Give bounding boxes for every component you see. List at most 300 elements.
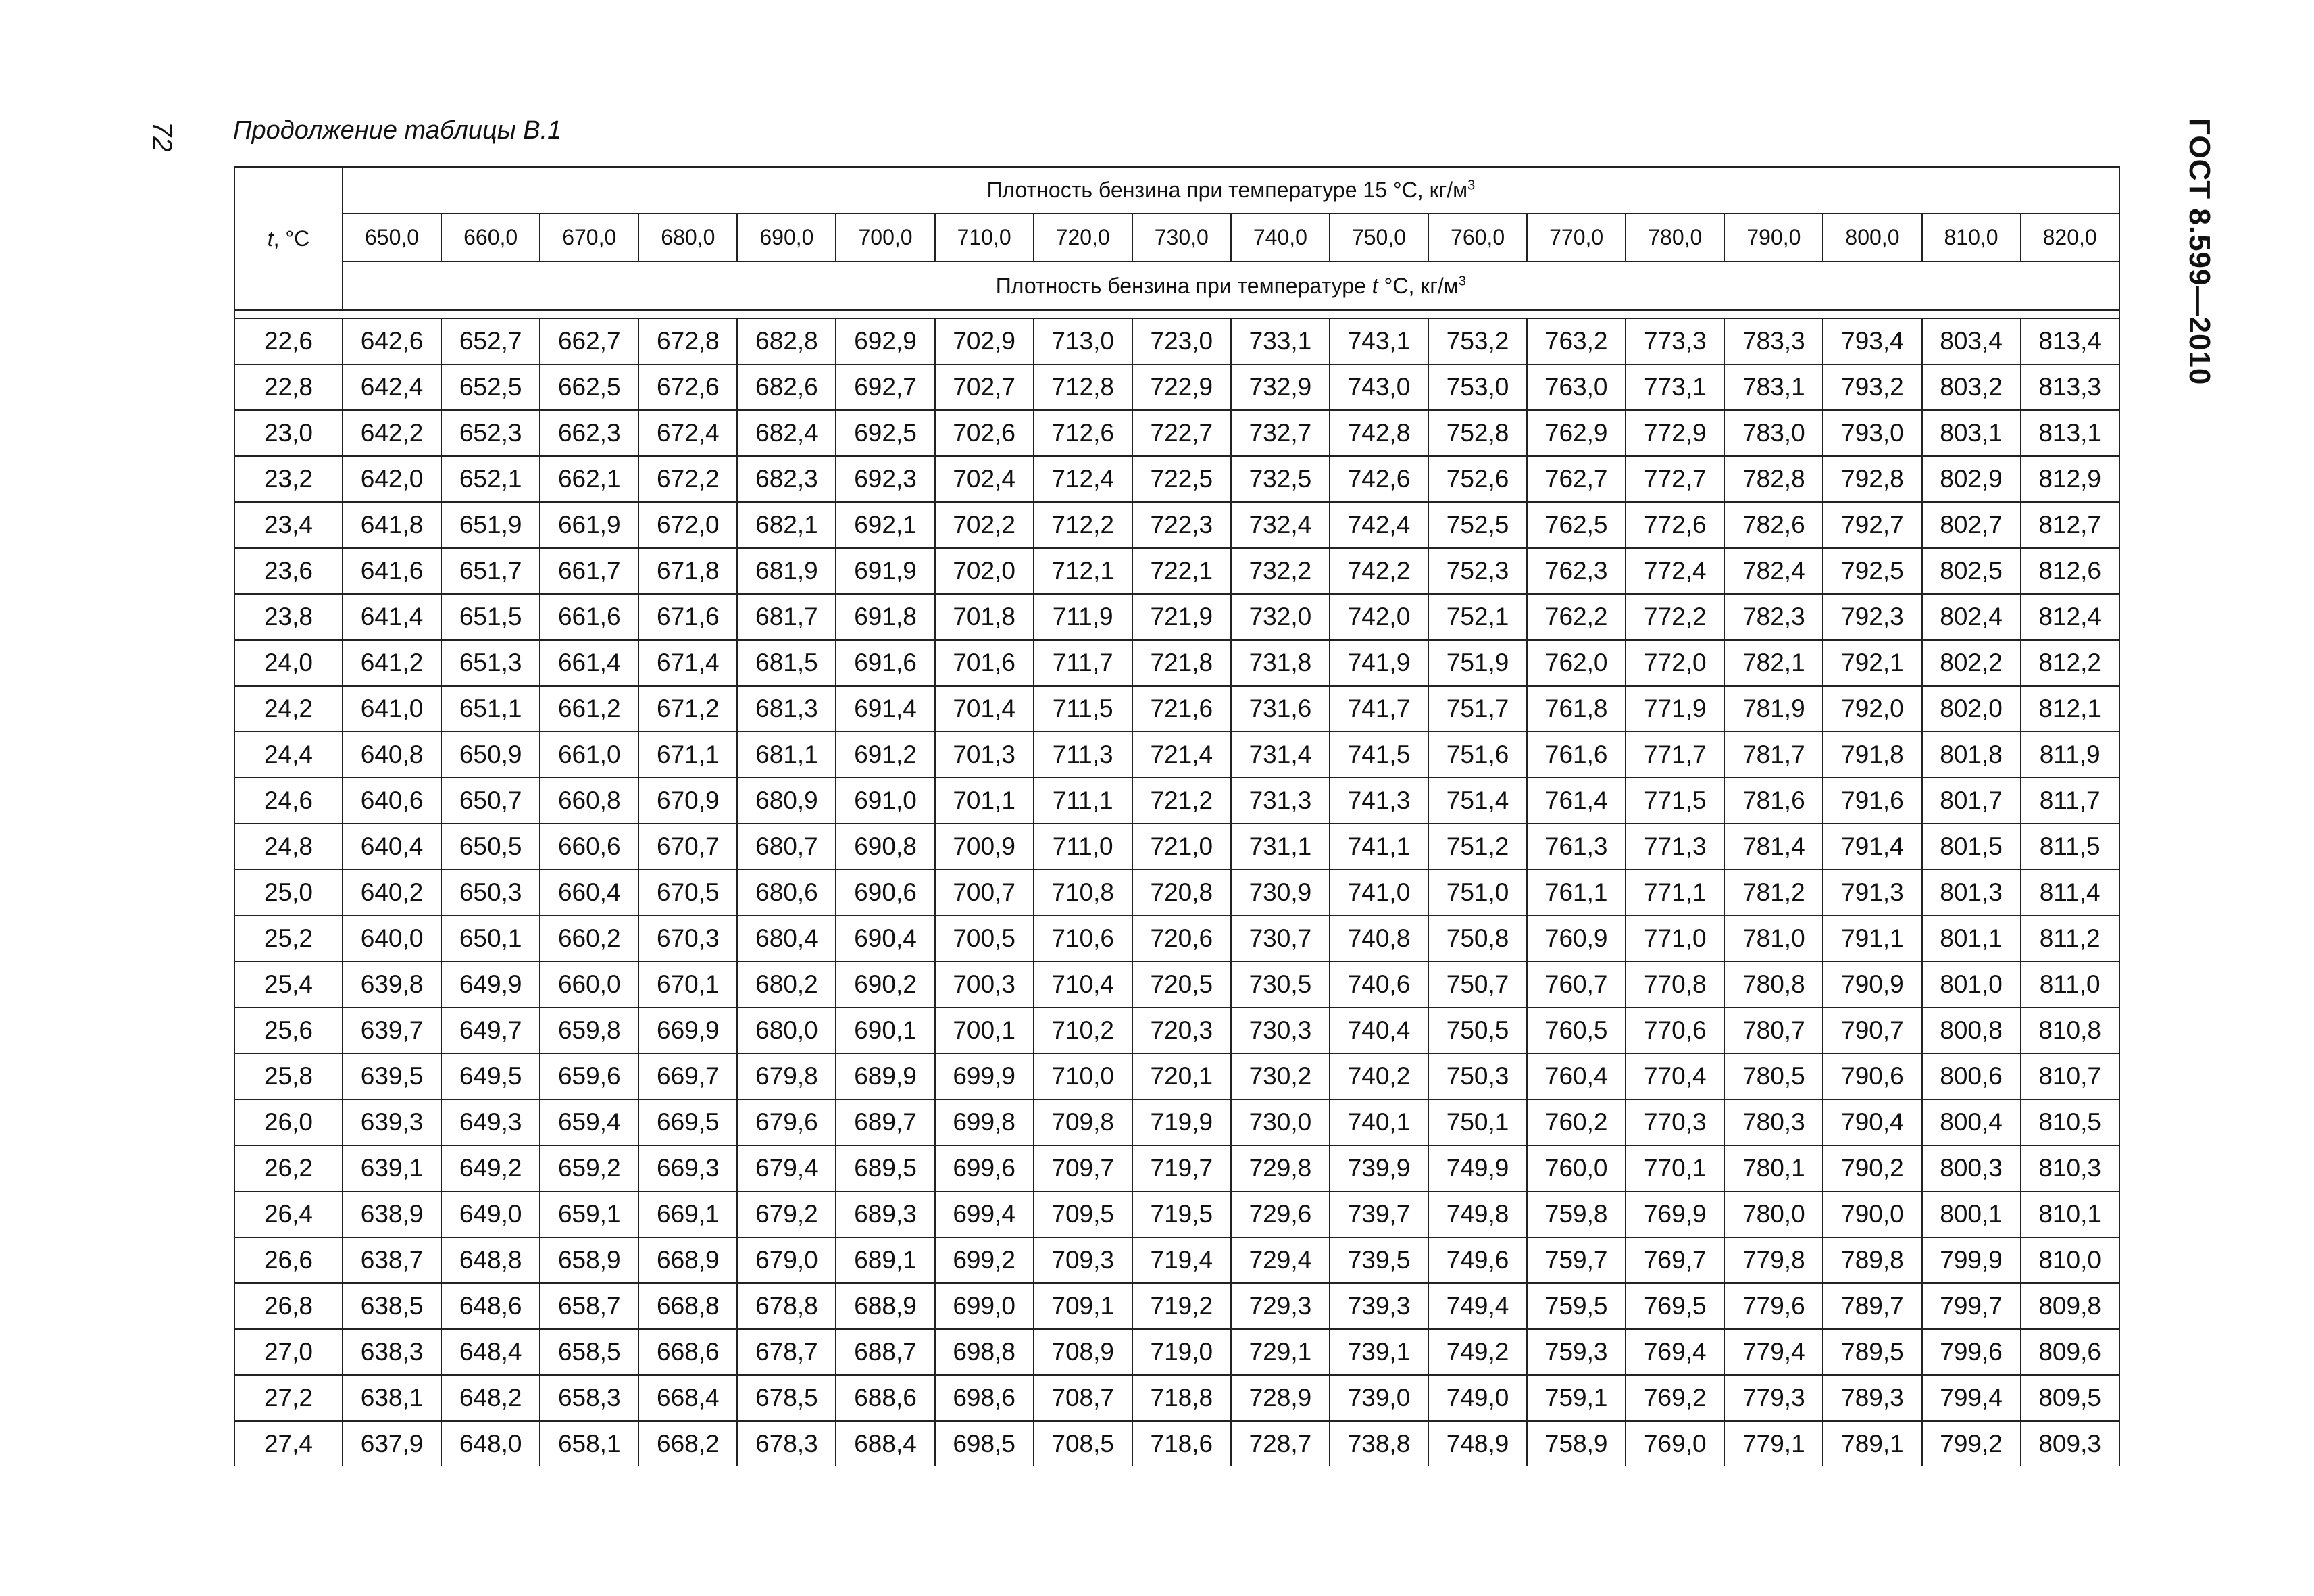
density-column-header: 750,0 <box>1330 214 1428 261</box>
density-cell: 782,4 <box>1724 548 1823 594</box>
density-cell: 680,0 <box>737 1007 836 1053</box>
density-column-header: 730,0 <box>1132 214 1231 261</box>
density-cell: 670,7 <box>638 824 737 870</box>
density-cell: 812,2 <box>2021 640 2119 686</box>
density-column-header: 790,0 <box>1724 214 1823 261</box>
density-cell: 760,0 <box>1527 1145 1626 1191</box>
density-column-header: 770,0 <box>1527 214 1626 261</box>
density-cell: 780,5 <box>1724 1053 1823 1099</box>
density-cell: 781,0 <box>1724 916 1823 962</box>
density-cell: 772,7 <box>1626 456 1724 502</box>
temperature-cell: 23,4 <box>234 502 343 548</box>
density-cell: 638,7 <box>343 1237 441 1283</box>
density-cell: 741,9 <box>1330 640 1428 686</box>
density-cell: 638,1 <box>343 1375 441 1421</box>
density-cell: 659,6 <box>540 1053 638 1099</box>
density-cell: 681,3 <box>737 686 836 732</box>
density-cell: 651,7 <box>441 548 540 594</box>
density-cell: 791,3 <box>1823 870 1921 916</box>
density-cell: 710,2 <box>1034 1007 1132 1053</box>
density-cell: 759,5 <box>1527 1283 1626 1329</box>
density-t-post: °С, кг/м <box>1378 273 1459 298</box>
density-cell: 770,4 <box>1626 1053 1724 1099</box>
density-cell: 672,2 <box>638 456 737 502</box>
density-cell: 769,0 <box>1626 1421 1724 1466</box>
density-cell: 702,7 <box>935 364 1034 410</box>
density-cell: 813,1 <box>2021 410 2119 456</box>
temperature-var: t <box>267 226 274 251</box>
density-cell: 701,1 <box>935 778 1034 824</box>
density-cell: 692,1 <box>836 502 934 548</box>
density-cell: 790,2 <box>1823 1145 1921 1191</box>
density-cell: 730,7 <box>1231 916 1330 962</box>
density-cell: 661,9 <box>540 502 638 548</box>
density-cell: 732,0 <box>1231 594 1330 640</box>
density-cell: 812,9 <box>2021 456 2119 502</box>
density-cell: 692,5 <box>836 410 934 456</box>
density-cell: 659,4 <box>540 1099 638 1145</box>
density-cell: 639,3 <box>343 1099 441 1145</box>
density-cell: 809,3 <box>2021 1421 2119 1466</box>
density-cell: 701,4 <box>935 686 1034 732</box>
density-cell: 800,6 <box>1922 1053 2021 1099</box>
table-row <box>234 1421 2119 1466</box>
density-cell: 658,3 <box>540 1375 638 1421</box>
density-cell: 789,8 <box>1823 1237 1921 1283</box>
density-cell: 700,7 <box>935 870 1034 916</box>
density-column-header: 820,0 <box>2021 214 2119 261</box>
density-cell: 661,0 <box>540 732 638 778</box>
header-gap-row <box>234 310 2119 318</box>
density-cell: 719,2 <box>1132 1283 1231 1329</box>
density-cell: 680,2 <box>737 962 836 1007</box>
density-cell: 701,3 <box>935 732 1034 778</box>
density-t-pre: Плотность бензина при температуре <box>995 273 1372 298</box>
density-cell: 679,2 <box>737 1191 836 1237</box>
density-cell: 732,9 <box>1231 364 1330 410</box>
density-cell: 681,1 <box>737 732 836 778</box>
density-cell: 742,8 <box>1330 410 1428 456</box>
density-cell: 782,6 <box>1724 502 1823 548</box>
density-cell: 722,1 <box>1132 548 1231 594</box>
density-cell: 801,0 <box>1922 962 2021 1007</box>
density-cell: 750,7 <box>1428 962 1527 1007</box>
table-row <box>234 1007 2119 1053</box>
density-cell: 772,9 <box>1626 410 1724 456</box>
density-cell: 699,0 <box>935 1283 1034 1329</box>
density-cell: 743,0 <box>1330 364 1428 410</box>
density-cell: 800,1 <box>1922 1191 2021 1237</box>
temperature-header <box>234 167 343 310</box>
density-column-header: 780,0 <box>1626 214 1724 261</box>
density-cell: 682,6 <box>737 364 836 410</box>
density-cell: 810,0 <box>2021 1237 2119 1283</box>
density-cell: 691,9 <box>836 548 934 594</box>
density-column-header: 700,0 <box>836 214 934 261</box>
density-cell: 709,3 <box>1034 1237 1132 1283</box>
density-cell: 637,9 <box>343 1421 441 1466</box>
density-cell: 660,0 <box>540 962 638 1007</box>
density-cell: 712,1 <box>1034 548 1132 594</box>
density-cell: 641,2 <box>343 640 441 686</box>
density-cell: 729,1 <box>1231 1329 1330 1375</box>
density-cell: 668,9 <box>638 1237 737 1283</box>
density-cell: 642,6 <box>343 318 441 364</box>
temperature-cell: 24,8 <box>234 824 343 870</box>
density-cell: 692,7 <box>836 364 934 410</box>
density-cell: 753,0 <box>1428 364 1527 410</box>
density-cell: 730,0 <box>1231 1099 1330 1145</box>
density-cell: 792,1 <box>1823 640 1921 686</box>
density-cell: 660,4 <box>540 870 638 916</box>
table-body <box>234 310 2119 1466</box>
density-cell: 800,3 <box>1922 1145 2021 1191</box>
density-cell: 733,1 <box>1231 318 1330 364</box>
density-cell: 730,5 <box>1231 962 1330 1007</box>
density-cell: 650,9 <box>441 732 540 778</box>
density-cell: 783,1 <box>1724 364 1823 410</box>
temperature-cell: 23,2 <box>234 456 343 502</box>
density-column-header: 660,0 <box>441 214 540 261</box>
density-cell: 721,2 <box>1132 778 1231 824</box>
density-cell: 809,5 <box>2021 1375 2119 1421</box>
density-cell: 763,2 <box>1527 318 1626 364</box>
density-cell: 749,4 <box>1428 1283 1527 1329</box>
density-cell: 769,4 <box>1626 1329 1724 1375</box>
temperature-unit: , °С <box>273 226 310 251</box>
density-cell: 790,9 <box>1823 962 1921 1007</box>
density-cell: 740,8 <box>1330 916 1428 962</box>
density-cell: 750,8 <box>1428 916 1527 962</box>
density-cell: 771,1 <box>1626 870 1724 916</box>
density-cell: 661,2 <box>540 686 638 732</box>
temperature-cell: 25,2 <box>234 916 343 962</box>
density-cell: 771,0 <box>1626 916 1724 962</box>
density-cell: 681,7 <box>737 594 836 640</box>
density-cell: 719,5 <box>1132 1191 1231 1237</box>
density-cell: 801,3 <box>1922 870 2021 916</box>
density-cell: 650,3 <box>441 870 540 916</box>
density-cell: 781,6 <box>1724 778 1823 824</box>
density-cell: 639,8 <box>343 962 441 1007</box>
density-cell: 762,5 <box>1527 502 1626 548</box>
density-cell: 648,8 <box>441 1237 540 1283</box>
density-cell: 668,4 <box>638 1375 737 1421</box>
density-cell: 780,8 <box>1724 962 1823 1007</box>
density-cell: 640,0 <box>343 916 441 962</box>
density-cell: 699,9 <box>935 1053 1034 1099</box>
density-cell: 641,8 <box>343 502 441 548</box>
density-cell: 793,4 <box>1823 318 1921 364</box>
density-cell: 650,5 <box>441 824 540 870</box>
density-cell: 720,5 <box>1132 962 1231 1007</box>
density-cell: 711,1 <box>1034 778 1132 824</box>
density-cell: 662,3 <box>540 410 638 456</box>
density-cell: 670,5 <box>638 870 737 916</box>
density-cell: 698,5 <box>935 1421 1034 1466</box>
density-cell: 781,2 <box>1724 870 1823 916</box>
density-15c-header <box>343 167 2119 214</box>
density-cell: 662,7 <box>540 318 638 364</box>
density-cell: 689,3 <box>836 1191 934 1237</box>
density-cell: 699,8 <box>935 1099 1034 1145</box>
density-cell: 741,7 <box>1330 686 1428 732</box>
density-cell: 801,8 <box>1922 732 2021 778</box>
density-cell: 781,9 <box>1724 686 1823 732</box>
density-cell: 661,6 <box>540 594 638 640</box>
density-column-header: 800,0 <box>1823 214 1921 261</box>
standard-designation: ГОСТ 8.599—2010 <box>2183 118 2216 386</box>
table-row <box>234 318 2119 364</box>
table-row <box>234 1145 2119 1191</box>
density-cell: 732,5 <box>1231 456 1330 502</box>
density-cell: 702,6 <box>935 410 1034 456</box>
density-cell: 719,7 <box>1132 1145 1231 1191</box>
density-cell: 779,8 <box>1724 1237 1823 1283</box>
density-cell: 672,6 <box>638 364 737 410</box>
density-cell: 722,7 <box>1132 410 1231 456</box>
density-cell: 719,9 <box>1132 1099 1231 1145</box>
density-cell: 759,8 <box>1527 1191 1626 1237</box>
density-cell: 791,4 <box>1823 824 1921 870</box>
density-cell: 658,1 <box>540 1421 638 1466</box>
density-cell: 691,8 <box>836 594 934 640</box>
table-row <box>234 502 2119 548</box>
density-cell: 721,8 <box>1132 640 1231 686</box>
density-cell: 682,8 <box>737 318 836 364</box>
density-cell: 741,5 <box>1330 732 1428 778</box>
density-cell: 741,0 <box>1330 870 1428 916</box>
density-cell: 732,7 <box>1231 410 1330 456</box>
density-cell: 672,8 <box>638 318 737 364</box>
density-cell: 731,3 <box>1231 778 1330 824</box>
density-cell: 780,3 <box>1724 1099 1823 1145</box>
density-cell: 751,6 <box>1428 732 1527 778</box>
density-cell: 769,2 <box>1626 1375 1724 1421</box>
density-cell: 740,1 <box>1330 1099 1428 1145</box>
density-cell: 732,2 <box>1231 548 1330 594</box>
density-table <box>234 166 2120 1466</box>
density-cell: 651,1 <box>441 686 540 732</box>
density-cell: 649,7 <box>441 1007 540 1053</box>
density-cell: 770,6 <box>1626 1007 1724 1053</box>
density-cell: 720,6 <box>1132 916 1231 962</box>
density-cell: 729,8 <box>1231 1145 1330 1191</box>
density-cell: 760,5 <box>1527 1007 1626 1053</box>
density-cell: 702,0 <box>935 548 1034 594</box>
density-cell: 789,7 <box>1823 1283 1921 1329</box>
temperature-cell: 24,6 <box>234 778 343 824</box>
density-cell: 700,9 <box>935 824 1034 870</box>
density-cell: 799,2 <box>1922 1421 2021 1466</box>
density-cell: 659,8 <box>540 1007 638 1053</box>
density-cell: 661,4 <box>540 640 638 686</box>
density-cell: 811,7 <box>2021 778 2119 824</box>
density-cell: 752,5 <box>1428 502 1527 548</box>
temperature-cell: 22,6 <box>234 318 343 364</box>
density-cell: 751,2 <box>1428 824 1527 870</box>
density-cell: 651,5 <box>441 594 540 640</box>
density-cell: 799,6 <box>1922 1329 2021 1375</box>
density-cell: 702,9 <box>935 318 1034 364</box>
table-row <box>234 1237 2119 1283</box>
density-cell: 669,7 <box>638 1053 737 1099</box>
table-row <box>234 686 2119 732</box>
density-cell: 803,1 <box>1922 410 2021 456</box>
density-cell: 743,1 <box>1330 318 1428 364</box>
table-row <box>234 1191 2119 1237</box>
density-cell: 812,1 <box>2021 686 2119 732</box>
density-cell: 690,6 <box>836 870 934 916</box>
density-cell: 670,9 <box>638 778 737 824</box>
density-cell: 811,5 <box>2021 824 2119 870</box>
density-cell: 792,5 <box>1823 548 1921 594</box>
density-cell: 810,3 <box>2021 1145 2119 1191</box>
density-cell: 802,4 <box>1922 594 2021 640</box>
table-row <box>234 1329 2119 1375</box>
density-cell: 669,1 <box>638 1191 737 1237</box>
density-column-header: 720,0 <box>1034 214 1132 261</box>
temperature-cell: 23,0 <box>234 410 343 456</box>
density-cell: 678,3 <box>737 1421 836 1466</box>
density-cell: 761,1 <box>1527 870 1626 916</box>
temperature-cell: 26,0 <box>234 1099 343 1145</box>
density-cell: 812,7 <box>2021 502 2119 548</box>
density-cell: 730,2 <box>1231 1053 1330 1099</box>
density-cell: 698,8 <box>935 1329 1034 1375</box>
temperature-cell: 26,2 <box>234 1145 343 1191</box>
density-cell: 658,7 <box>540 1283 638 1329</box>
table-row <box>234 916 2119 962</box>
density-cell: 740,2 <box>1330 1053 1428 1099</box>
density-cell: 749,2 <box>1428 1329 1527 1375</box>
density-cell: 712,2 <box>1034 502 1132 548</box>
table-row <box>234 594 2119 640</box>
density-cell: 668,8 <box>638 1283 737 1329</box>
density-cell: 731,4 <box>1231 732 1330 778</box>
density-cell: 651,3 <box>441 640 540 686</box>
density-cell: 769,7 <box>1626 1237 1724 1283</box>
density-cell: 668,2 <box>638 1421 737 1466</box>
density-cell: 779,3 <box>1724 1375 1823 1421</box>
temperature-cell: 23,6 <box>234 548 343 594</box>
density-cell: 638,3 <box>343 1329 441 1375</box>
density-cell: 739,0 <box>1330 1375 1428 1421</box>
density-cell: 730,9 <box>1231 870 1330 916</box>
density-cell: 753,2 <box>1428 318 1527 364</box>
density-cell: 751,7 <box>1428 686 1527 732</box>
density-cell: 802,7 <box>1922 502 2021 548</box>
density-cell: 799,7 <box>1922 1283 2021 1329</box>
density-cell: 702,4 <box>935 456 1034 502</box>
density-cell: 699,2 <box>935 1237 1034 1283</box>
density-cell: 790,0 <box>1823 1191 1921 1237</box>
density-cell: 648,6 <box>441 1283 540 1329</box>
density-cell: 651,9 <box>441 502 540 548</box>
density-cell: 712,6 <box>1034 410 1132 456</box>
density-cell: 771,3 <box>1626 824 1724 870</box>
density-cell: 672,0 <box>638 502 737 548</box>
density-cell: 728,9 <box>1231 1375 1330 1421</box>
density-column-header: 690,0 <box>737 214 836 261</box>
density-cell: 710,0 <box>1034 1053 1132 1099</box>
density-cell: 640,2 <box>343 870 441 916</box>
density-cell: 690,2 <box>836 962 934 1007</box>
density-cell: 648,2 <box>441 1375 540 1421</box>
density-cell: 658,5 <box>540 1329 638 1375</box>
density-cell: 680,6 <box>737 870 836 916</box>
density-cell: 689,9 <box>836 1053 934 1099</box>
density-columns-row <box>234 214 2119 261</box>
density-cell: 772,2 <box>1626 594 1724 640</box>
density-cell: 650,7 <box>441 778 540 824</box>
density-cell: 769,5 <box>1626 1283 1724 1329</box>
density-cell: 760,2 <box>1527 1099 1626 1145</box>
density-cell: 679,8 <box>737 1053 836 1099</box>
density-cell: 809,8 <box>2021 1283 2119 1329</box>
density-cell: 660,2 <box>540 916 638 962</box>
density-cell: 681,5 <box>737 640 836 686</box>
density-cell: 801,7 <box>1922 778 2021 824</box>
temperature-cell: 26,4 <box>234 1191 343 1237</box>
density-cell: 792,7 <box>1823 502 1921 548</box>
density-cell: 809,6 <box>2021 1329 2119 1375</box>
table-row <box>234 732 2119 778</box>
density-cell: 700,3 <box>935 962 1034 1007</box>
density-cell: 652,7 <box>441 318 540 364</box>
temperature-cell: 22,8 <box>234 364 343 410</box>
density-cell: 690,1 <box>836 1007 934 1053</box>
density-cell: 649,0 <box>441 1191 540 1237</box>
table-row <box>234 364 2119 410</box>
density-cell: 723,0 <box>1132 318 1231 364</box>
density-cell: 679,4 <box>737 1145 836 1191</box>
density-cell: 710,6 <box>1034 916 1132 962</box>
density-cell: 781,4 <box>1724 824 1823 870</box>
density-cell: 770,3 <box>1626 1099 1724 1145</box>
table-row <box>234 456 2119 502</box>
density-cell: 779,4 <box>1724 1329 1823 1375</box>
density-cell: 671,2 <box>638 686 737 732</box>
temperature-cell: 24,2 <box>234 686 343 732</box>
density-cell: 741,3 <box>1330 778 1428 824</box>
density-cell: 722,9 <box>1132 364 1231 410</box>
density-cell: 708,7 <box>1034 1375 1132 1421</box>
density-cell: 722,5 <box>1132 456 1231 502</box>
table-row <box>234 1099 2119 1145</box>
density-cell: 750,5 <box>1428 1007 1527 1053</box>
density-cell: 720,8 <box>1132 870 1231 916</box>
density-cell: 812,6 <box>2021 548 2119 594</box>
density-cell: 728,7 <box>1231 1421 1330 1466</box>
density-cell: 749,0 <box>1428 1375 1527 1421</box>
density-cell: 652,5 <box>441 364 540 410</box>
density-cell: 780,1 <box>1724 1145 1823 1191</box>
density-cell: 699,6 <box>935 1145 1034 1191</box>
table-row <box>234 640 2119 686</box>
temperature-cell: 27,0 <box>234 1329 343 1375</box>
table-row <box>234 824 2119 870</box>
density-cell: 640,4 <box>343 824 441 870</box>
density-cell: 670,1 <box>638 962 737 1007</box>
density-cell: 810,7 <box>2021 1053 2119 1099</box>
density-cell: 671,1 <box>638 732 737 778</box>
density-cell: 750,3 <box>1428 1053 1527 1099</box>
density-cell: 761,8 <box>1527 686 1626 732</box>
density-cell: 642,0 <box>343 456 441 502</box>
density-cell: 682,3 <box>737 456 836 502</box>
density-cell: 773,3 <box>1626 318 1724 364</box>
